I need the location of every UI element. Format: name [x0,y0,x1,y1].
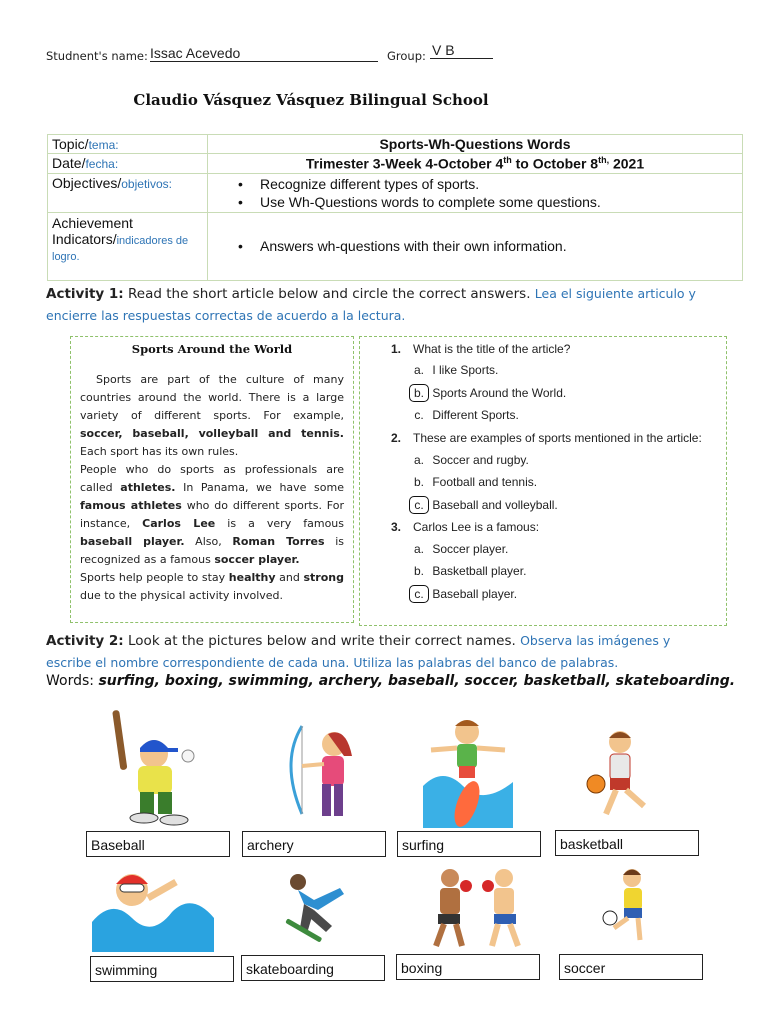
answer-box-2[interactable]: archery [242,831,386,857]
date-value: Trimester 3-Week 4-October 4th to October $8^{th,}$ 2021 [208,154,743,174]
student-name-field[interactable]: Issac Acevedo [150,45,378,62]
option-2c[interactable]: c. Baseball and volleyball. [409,496,558,514]
activity-1-instructions: Activity 1: Read the short article below and circle the correct answers. Lea el siguiente articulo y encierre las respuestas correctas de acuerdo a la lectura. [46,286,696,323]
article-title: Sports Around the World [131,342,293,356]
option-3c[interactable]: c. Baseball player. [409,585,517,603]
baseball-player-image [108,708,204,826]
circled-answer: b. [409,384,429,402]
topic-value: Sports-Wh-Questions Words [208,135,743,154]
word-bank: Words: surfing, boxing, swimming, archery, baseball, soccer, basketball, skateboarding. [46,673,736,689]
group-field[interactable]: V B [430,42,493,59]
archery-girl-image [282,722,358,822]
answer-box-5[interactable]: swimming [90,956,234,982]
answer-box-1[interactable]: Baseball [86,831,230,857]
option-2b[interactable]: b. Football and tennis. [413,475,538,489]
achievement-value: • Answers wh-questions with their own information. [208,212,743,280]
group-label: Group: [387,49,426,63]
option-1b[interactable]: b. Sports Around the World. [409,384,566,402]
school-title: Claudio Vásquez Vásquez Bilingual School [133,91,489,109]
article-body: Sports are part of the culture of many countries around the world. There is a large variety of different sports. For example, soccer, baseball, volleyball and tennis. Each sport has its own rules. People who do sports as professionals are called athletes. In Panama, we have some famous athletes who do different sports. For instance, Carlos Lee is a very famous baseball player. Also, Roman Torres is recognized as a famous soccer player. Sports help people to stay healthy and strong due to the physical activity involved. [80,373,345,602]
objective-item: • Use Wh-Questions words to complete some questions. [238,193,738,211]
question-3: 3. Carlos Lee is a famous: [391,520,540,534]
answer-box-6[interactable]: skateboarding [241,955,385,981]
soccer-boy-image [600,866,660,944]
option-1a[interactable]: a. I like Sports. [413,363,499,377]
answer-box-8[interactable]: soccer [559,954,703,980]
objectives-list [208,173,743,212]
topic-label: Topic/tema: [48,135,208,154]
objectives-label: Objectives/objetivos: [48,173,208,212]
objective-item: • Recognize different types of sports. [238,175,738,193]
option-3a[interactable]: a. Soccer player. [413,542,509,556]
boxing-image [424,866,532,950]
achievement-label: Achievement Indicators/indicadores de logro. [48,212,208,280]
surfing-boy-image [423,716,513,828]
answer-box-4[interactable]: basketball [555,830,699,856]
date-label: Date/fecha: [48,154,208,174]
circled-answer: c. [409,496,429,514]
basketball-boy-image [582,726,658,822]
student-name-label: Studnent's name: [46,49,148,63]
option-3b[interactable]: b. Basketball player. [413,564,527,578]
swimming-boy-image [92,862,214,952]
option-1c[interactable]: c. Different Sports. [414,408,519,422]
circled-answer: c. [409,585,429,603]
activity-2-instructions: Activity 2: Look at the pictures below and write their correct names. Observa las imágenes y escribe el nombre correspondiente de cada una. Utiliza las palabras del banco de palabras. [46,633,671,670]
question-1: 1. What is the title of the article? [391,342,571,356]
answer-box-7[interactable]: boxing [396,954,540,980]
option-2a[interactable]: a. Soccer and rugby. [413,453,529,467]
lesson-info-table [47,134,743,281]
skateboarding-image [270,870,364,948]
question-2: 2. These are examples of sports mentioned in the article: [391,431,702,445]
answer-box-3[interactable]: surfing [397,831,541,857]
